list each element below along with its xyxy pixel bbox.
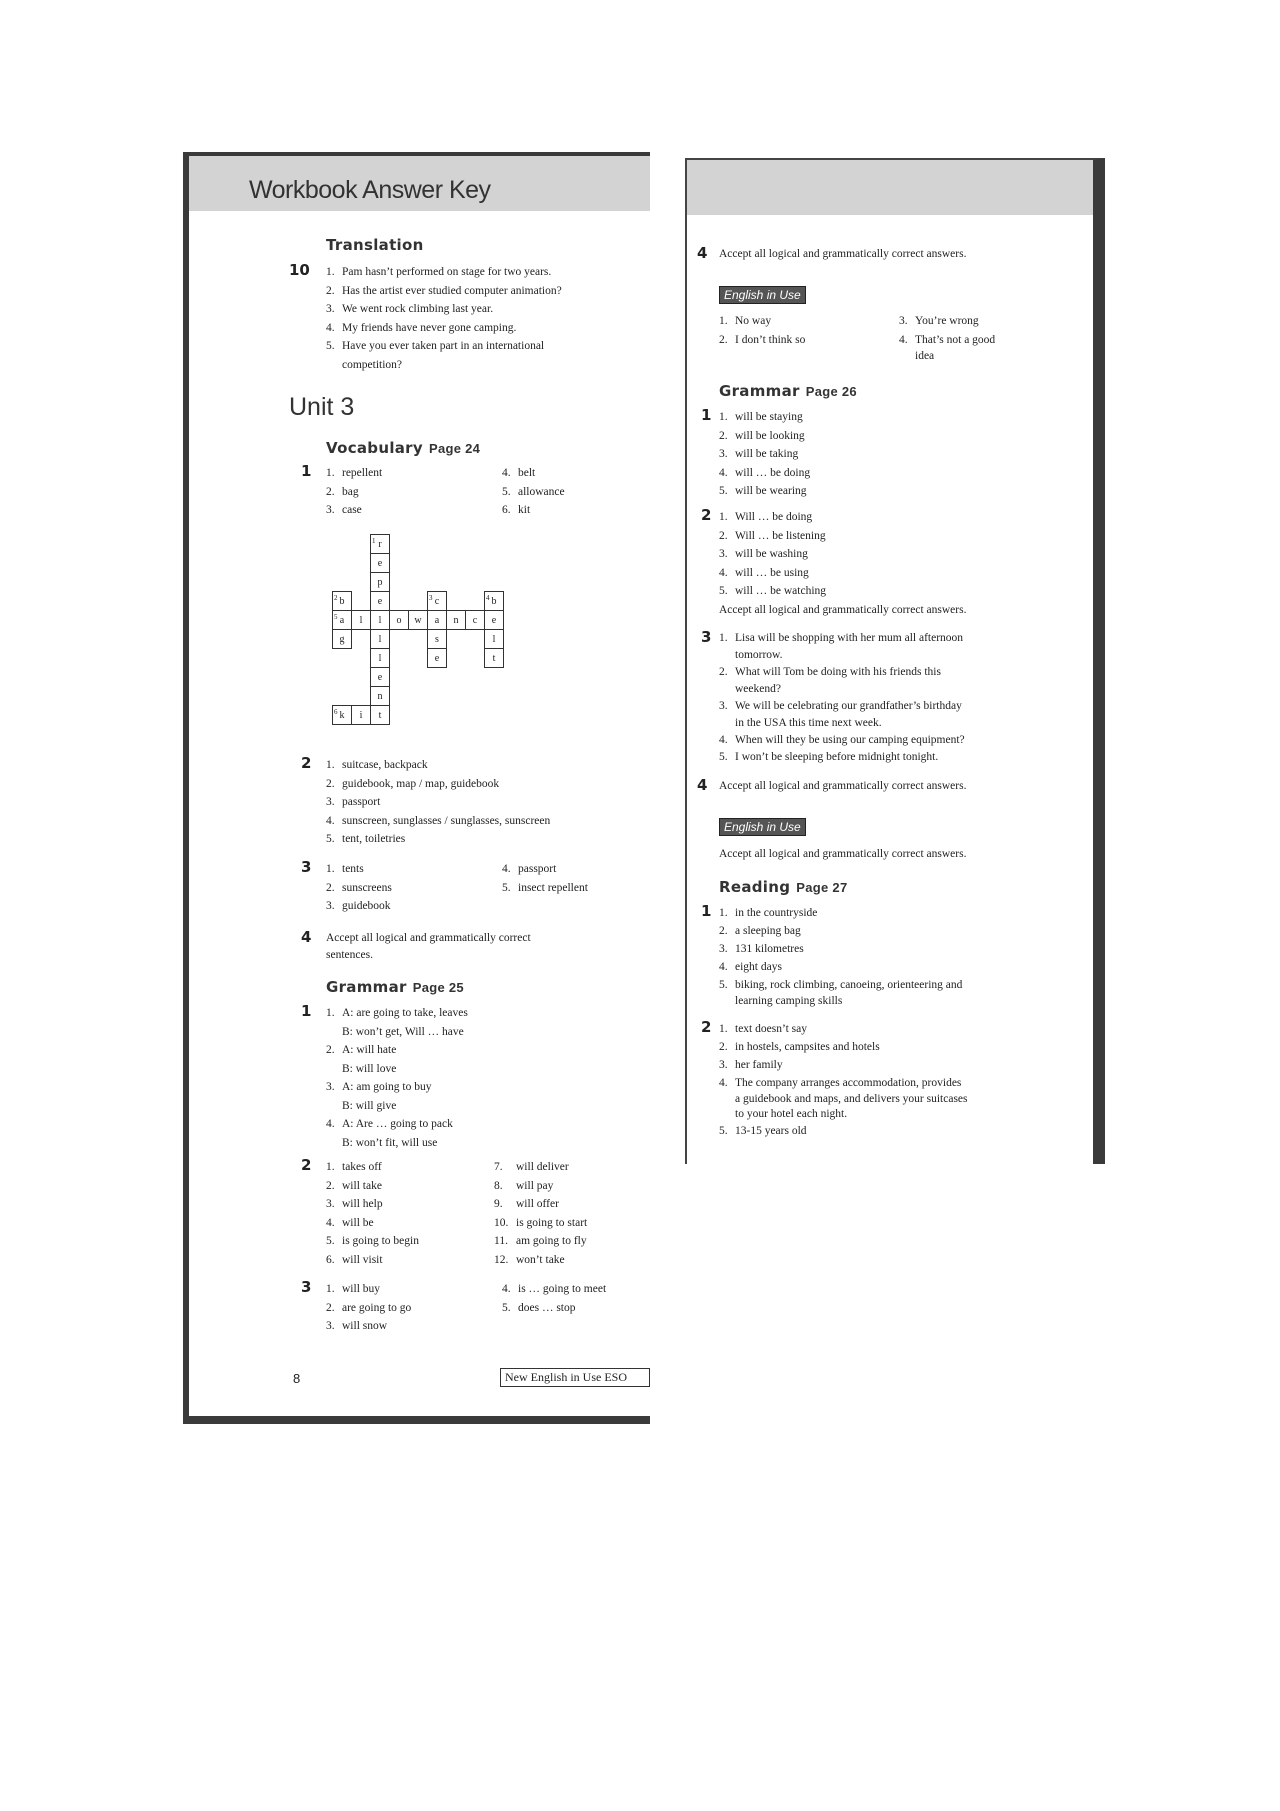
exercise-number: 4 [697,244,708,262]
crossword-cell: e [484,610,504,630]
list-item: 2. will be looking [719,429,805,442]
answer-text: Accept all logical and grammatically correct answers. [719,780,967,792]
note: Accept all logical and grammatically correct answers. [719,603,967,616]
exercise-number: 1 [701,406,712,424]
crossword-cell: l [370,648,390,668]
list-item: 3. passport [326,796,381,808]
crossword-cell: e [370,591,390,611]
exercise-number: 3 [701,628,712,646]
grammar25-ex1-list: 1. A: are going to take, leaves B: won’t get, Will … have 2. A: will hate B: will love 3. A: am going to buy B: will give 4. A: Are … going to pack B: won’t fit, will use [326,1004,468,1152]
grammar-heading: Grammar Page 25 [326,978,464,996]
crossword-cell: t [484,648,504,668]
crossword-cell: w [408,610,428,630]
list-item-continuation: competition? [342,358,403,371]
english-in-use-badge: English in Use [719,286,806,304]
vocab-ex2-list [326,756,550,849]
crossword-cell: p [370,572,390,592]
list-item: 3. will be taking [719,448,799,460]
crossword-cell: i [351,705,371,725]
crossword-cell: l [370,629,390,649]
crossword-cell: 6 k [332,705,352,725]
grammar25-ex3-col-right: 4. is … going to meet 5. does … stop [502,1283,607,1314]
unit-heading: Unit 3 [289,393,355,421]
book-title-box: New English in Use ESO [500,1368,650,1387]
vocab-ex3-col-left: 1. tents 2. sunscreens 3. guidebook [326,863,392,912]
vocab-ex3-col-right: 4. passport 5. insect repellent [502,863,588,894]
list-item: 4. A: Are … going to pack [326,1118,453,1130]
translation-list [326,263,562,374]
crossword-cell: a [427,610,447,630]
list-item: 2. guidebook, map / map, guidebook [326,777,500,790]
grammar26-ex1-list [719,408,810,501]
list-item: 2. Will … be listening [719,529,826,542]
page-number: 8 [293,1371,301,1386]
crossword-cell: 3 c [427,591,447,611]
exercise-number: 2 [301,1156,312,1174]
list-item: 5. will be wearing [719,485,807,497]
exercise-number: 3 [301,858,312,876]
crossword-cell: l [351,610,371,630]
crossword-cell: e [370,667,390,687]
list-item: 2. Has the artist ever studied computer animation? [326,284,562,297]
list-item: 4. sunscreen, sunglasses / sunglasses, sunscreen [326,814,551,827]
exercise-number: 1 [701,902,712,920]
list-item: 5. will … be watching [719,585,827,597]
right-page [685,158,1105,1164]
list-item: 3. will be washing [719,548,808,560]
vocab-ex4-text: Accept all logical and grammatically correct sentences. [326,932,531,961]
answer-text: Accept all logical and grammatically correct answers. [719,848,967,860]
translation-heading: Translation [326,236,424,254]
grammar26-ex3-list: 1. Lisa will be shopping with her mum all afternoon tomorrow. 2. What will Tom be doing with his friends this weekend? 3. We will be celebrating our grandfather’s birthday in the USA this time next week. 4. When will they be using our camping equipment? 5. I won’t be sleeping before midnight tonight. [719,632,965,763]
exercise-number: 4 [301,928,312,946]
crossword-cell: 4 b [484,591,504,611]
crossword-cell: s [427,629,447,649]
list-item: 5. tent, toiletries [326,833,406,845]
list-item: 1. A: are going to take, leaves [326,1007,468,1019]
grammar25-ex2-col-left: 1. takes off 2. will take 3. will help 4. will be 5. is going to begin 6. will visit [326,1161,419,1266]
crossword-cell: 5 a [332,610,352,630]
crossword-cell: t [370,705,390,725]
crossword-cell: e [370,553,390,573]
crossword-cell: c [465,610,485,630]
list-item: 5. Have you ever taken part in an international [326,340,545,352]
exercise-number: 10 [289,261,310,279]
exercise-number: 4 [697,776,708,794]
grammar25-ex2-col-right: 7. will deliver 8. will pay 9. will offer 10. is going to start 11. am going to fly 12. won’t take [494,1161,588,1266]
exercise-number: 2 [701,1018,712,1036]
reading-ex2-list: 1. text doesn’t say 2. in hostels, campsites and hotels 3. her family 4. The company arranges accommodation, provides a guidebook and maps, and delivers your suitcases to your hotel each night. 5. 13-15 years old [719,1023,968,1137]
reading-heading: Reading Page 27 [719,878,848,896]
crossword-cell: n [370,686,390,706]
list-item: 1. suitcase, backpack [326,759,428,771]
list-item: 1. Pam hasn’t performed on stage for two years. [326,266,552,278]
running-title: Workbook Answer Key [249,176,491,204]
list-item: 4. My friends have never gone camping. [326,321,517,334]
left-page [183,152,650,1424]
list-item: 2. A: will hate [326,1044,397,1056]
vocabulary-heading: Vocabulary Page 24 [326,439,481,457]
crossword-cell: n [446,610,466,630]
crossword-cell: l [370,610,390,630]
list-item: 1. will be staying [719,411,803,423]
answer-text: Accept all logical and grammatically correct answers. [719,248,967,260]
grammar25-ex3-col-left: 1. will buy 2. are going to go 3. will snow [326,1283,412,1332]
english-in-use-badge: English in Use [719,818,806,836]
vocab-ex1-col-right: 4. belt 5. allowance 6. kit [502,467,565,516]
reading-ex1-list: 1. in the countryside 2. a sleeping bag 3. 131 kilometres 4. eight days 5. biking, rock climbing, canoeing, orienteering and learning camping skills [719,907,963,1007]
crossword-cell: g [332,629,352,649]
grammar26-ex2-list [719,508,966,619]
list-item: 3. We went rock climbing last year. [326,303,494,315]
exercise-number: 1 [301,1002,312,1020]
grammar-heading: Grammar Page 26 [719,382,857,400]
header-band [687,160,1093,215]
exercise-number: 2 [301,754,312,772]
crossword-cell: l [484,629,504,649]
eiu1-col-right: 3. You’re wrong 4. That’s not a good idea [899,315,996,362]
exercise-number: 3 [301,1278,312,1296]
list-item: 1. Will … be doing [719,511,813,523]
vocab-ex1-col-left: 1. repellent 2. bag 3. case [326,467,383,516]
exercise-number: 1 [301,462,312,480]
list-item: 4. will … be using [719,566,809,579]
crossword-grid [324,534,524,744]
eiu1-col-left: 1. No way 2. I don’t think so [719,315,806,346]
list-item: 4. will … be doing [719,466,811,479]
crossword-cell: o [389,610,409,630]
crossword-cell: e [427,648,447,668]
crossword-cell: 2 b [332,591,352,611]
exercise-number: 2 [701,506,712,524]
crossword-cell: 1 r [370,534,390,554]
list-item: 3. A: am going to buy [326,1081,432,1093]
